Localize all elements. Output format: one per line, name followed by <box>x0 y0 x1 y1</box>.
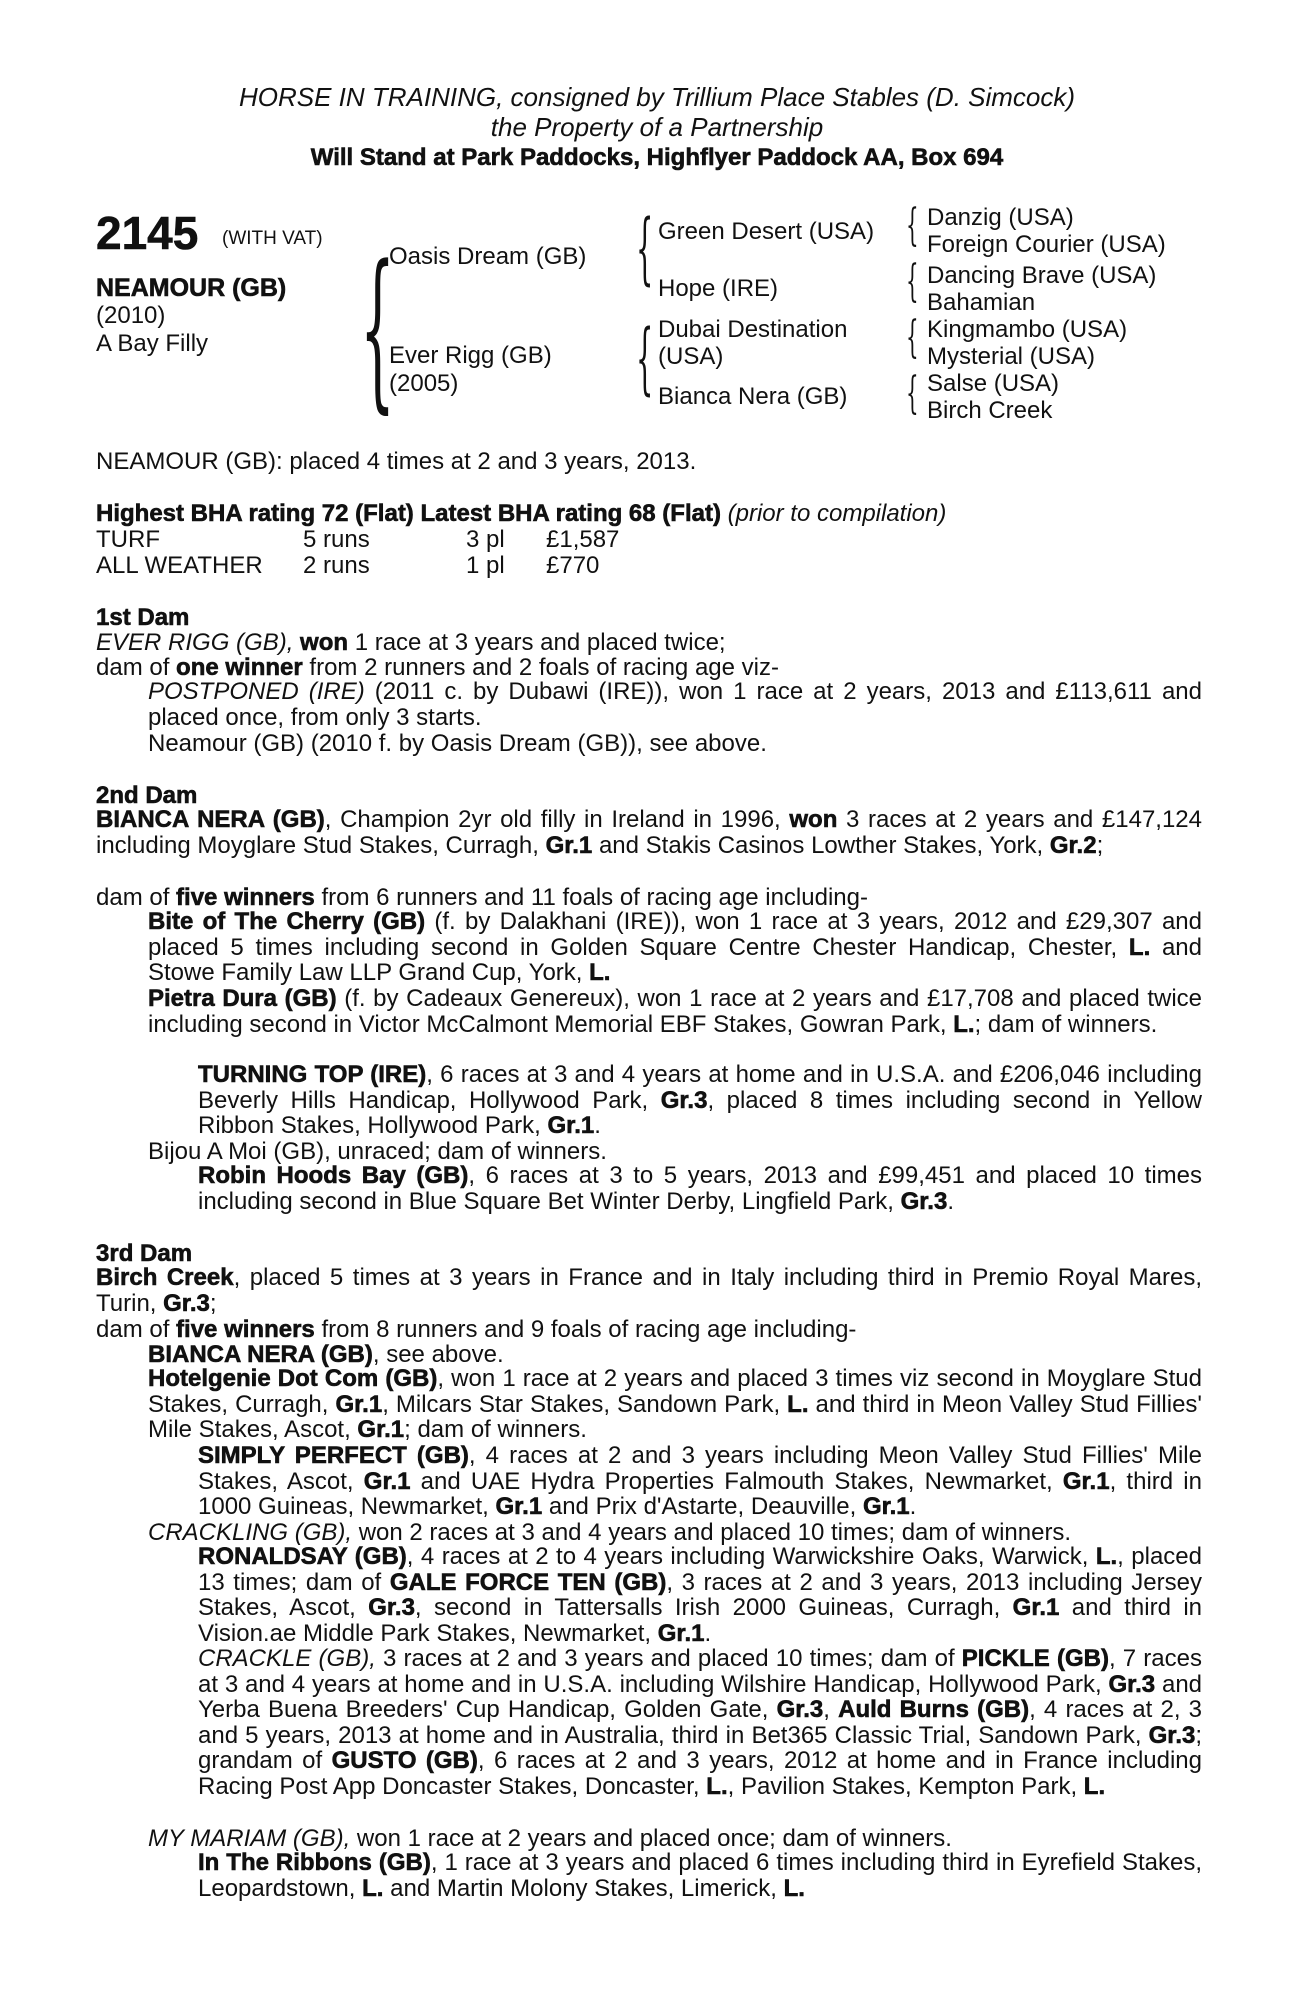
bianca-nera-won: won <box>789 806 838 833</box>
turning-gr3: Gr.3 <box>660 1086 708 1114</box>
sp-falmouth: and UAE Hydra Properties Falmouth Stakes, Newmarket, <box>420 1467 1053 1495</box>
ronaldsay-name: RONALDSAY (GB) <box>198 1543 407 1570</box>
hotelgenie-third: and third in Meon Valley Stud Fillies' Mile Stakes, Ascot, <box>148 1390 1203 1443</box>
dam-year: (2005) <box>389 370 459 397</box>
robin-gr3: Gr.3 <box>900 1187 948 1215</box>
birch-name: Birch Creek <box>96 1264 234 1291</box>
lot-vat: (WITH VAT) <box>222 228 323 249</box>
pedigree-brace-g2: { <box>906 256 919 307</box>
grand-4: Bahamian <box>927 289 1036 316</box>
sp-gr1c: Gr.1 <box>495 1493 543 1520</box>
produce-crackle <box>198 1646 1202 1799</box>
robin-record: , 6 races at 3 to 5 years, 2013 and £99,451 and placed 10 times including second in Blue Square Bet Winter Derby, Lingfield Park, <box>198 1162 1203 1215</box>
dam3-produce-line <box>96 1316 856 1344</box>
bha-rating-note: (prior to compilation) <box>727 500 947 527</box>
bianca-nera-lowther: and Stakis Casinos Lowther Stakes, York, <box>598 831 1044 859</box>
ronaldsay-l: L. <box>1095 1543 1118 1570</box>
gusto-l1: L. <box>706 1772 728 1800</box>
bite-name: Bite of The Cherry (GB) <box>148 908 426 935</box>
hotelgenie-name: Hotelgenie Dot Com (GB) <box>148 1365 438 1392</box>
my-mariam-name: MY MARIAM (GB), <box>148 1825 351 1852</box>
hotelgenie-record: , won 1 race at 2 years and placed 3 times viz second in Moyglare Stud Stakes, Curragh, <box>148 1365 1202 1418</box>
dam1-produce-postponed <box>148 679 1202 730</box>
dam1-line <box>96 629 726 657</box>
turning-placed: , placed 8 times including second in Yellow Ribbon Stakes, Hollywood Park, <box>198 1086 1202 1139</box>
section-2nd-dam: 2nd Dam <box>96 782 198 809</box>
bianca-nera-gr1: Gr.1 <box>545 831 593 859</box>
ribbons-molony: and Martin Molony Stakes, Limerick, <box>390 1874 777 1902</box>
lot-number: 2145 <box>96 207 199 259</box>
dam2-winners: five winners <box>176 884 315 911</box>
ribbons-l2: L. <box>783 1874 805 1902</box>
auld-burns-gr3: Gr.3 <box>1148 1721 1196 1749</box>
bite-l2: L. <box>589 959 611 986</box>
gusto-l2: L. <box>1083 1772 1106 1800</box>
gusto-pavilion: , Pavilion Stakes, Kempton Park, <box>727 1772 1078 1800</box>
gft-third: and third in Vision.ae Middle Park Stakes, Newmarket, <box>198 1594 1202 1647</box>
sp-record: , 4 races at 2 and 3 years including Meon Valley Stud Fillies' Mile Stakes, Ascot, <box>198 1442 1202 1495</box>
header-line-2: the Property of a Partnership <box>490 112 824 142</box>
produce-simply-perfect <box>198 1443 1202 1520</box>
dam1-dam-of: dam of <box>96 654 170 681</box>
turning-name: TURNING TOP (IRE) <box>198 1061 427 1088</box>
crackle-name: CRACKLE (GB), <box>198 1645 376 1672</box>
bn-see-above: , see above. <box>372 1341 504 1368</box>
gft-second: , second in Tattersalls Irish 2000 Guineas, Curragh, <box>414 1594 1001 1621</box>
bianca-nera-end: ; <box>1096 831 1104 859</box>
dam-sire-line-1: Dubai Destination <box>658 316 848 343</box>
postponed-record: (2011 c. by Dubawi (IRE)), won 1 race at 2 years, 2013 and £113,611 and placed once, from only 3 starts. <box>148 678 1202 731</box>
produce-in-the-ribbons <box>198 1850 1202 1901</box>
turning-record: , 6 races at 3 and 4 years at home and in U.S.A. and £206,046 including Beverly Hills Handicap, Hollywood Park, <box>198 1061 1202 1114</box>
dam2-bianca-nera <box>96 807 1202 858</box>
hotelgenie-dam: ; dam of winners. <box>404 1416 587 1443</box>
bha-rating-bold: Highest BHA rating 72 (Flat) Latest BHA rating 68 (Flat) <box>96 500 721 527</box>
sp-gr1d: Gr.1 <box>862 1493 910 1520</box>
hotelgenie-l: L. <box>787 1390 809 1418</box>
produce-bite-of-the-cherry <box>148 909 1202 986</box>
section-3rd-dam: 3rd Dam <box>96 1240 193 1267</box>
birch-record: , placed 5 times at 3 years in France and in Italy including third in Premio Royal Mares, Turin, <box>96 1264 1202 1317</box>
horse-description: A Bay Filly <box>96 330 209 357</box>
grand-3: Dancing Brave (USA) <box>927 262 1157 289</box>
gft-end: . <box>704 1619 712 1647</box>
dam1-runners: from 2 runners and 2 foals of racing age viz- <box>309 654 779 681</box>
pickle-yerba: and Yerba Buena Breeders' Cup Handicap, Golden Gate, <box>198 1670 1203 1723</box>
dam3-winners: five winners <box>176 1316 315 1343</box>
pietra-name: Pietra Dura (GB) <box>148 985 337 1012</box>
sp-gr1b: Gr.1 <box>1062 1467 1110 1495</box>
rating-row-aw-runs: 2 runs <box>303 552 370 579</box>
dam3-dam-of: dam of <box>96 1316 170 1343</box>
gft-gr1: Gr.1 <box>1012 1594 1060 1621</box>
bite-record: (f. by Dalakhani (IRE)), won 1 race at 3 years, 2012 and £29,307 and placed 5 times including second in Golden Square Centre Chester Handicap, Chester, <box>148 908 1203 961</box>
sire-dam: Hope (IRE) <box>658 275 779 302</box>
sp-name: SIMPLY PERFECT (GB) <box>198 1442 469 1469</box>
sp-gr1a: Gr.1 <box>363 1467 411 1495</box>
crackling-record: won 2 races at 3 and 4 years and placed 10 times; dam of winners. <box>358 1519 1072 1546</box>
my-mariam-record: won 1 race at 2 years and placed once; dam of winners. <box>356 1825 952 1852</box>
ronaldsay-record: , 4 races at 2 to 4 years including Warwickshire Oaks, Warwick, <box>406 1543 1089 1570</box>
rating-row-turf-amount: £1,587 <box>546 526 620 553</box>
grand-7: Salse (USA) <box>927 370 1060 397</box>
dam1-won: won <box>300 629 349 656</box>
dam2-runners: from 6 runners and 11 foals of racing age including- <box>321 884 868 911</box>
crackle-record: 3 races at 2 and 3 years and placed 10 times; dam of <box>383 1645 955 1672</box>
gft-gr1b: Gr.1 <box>657 1619 705 1647</box>
postponed-name: POSTPONED (IRE) <box>148 678 365 705</box>
rating-row-aw-surface: ALL WEATHER <box>96 552 263 579</box>
grand-1: Danzig (USA) <box>927 204 1074 231</box>
hotelgenie-milcars: , Milcars Star Stakes, Sandown Park, <box>382 1390 781 1418</box>
dam3-runners: from 8 runners and 9 foals of racing age including- <box>321 1316 857 1343</box>
bn-name: BIANCA NERA (GB) <box>148 1341 373 1368</box>
rating-row-turf-pl: 3 pl <box>466 526 505 553</box>
dam3-birch-creek <box>96 1265 1202 1316</box>
produce-turning-top <box>198 1062 1202 1139</box>
dam1-name: EVER RIGG (GB), <box>96 629 294 656</box>
produce-bijou-a-moi: Bijou A Moi (GB), unraced; dam of winners. <box>148 1138 607 1165</box>
dam-sire-line-2: (USA) <box>658 343 724 370</box>
gusto-name: GUSTO (GB) <box>331 1747 478 1774</box>
gusto-record: , 6 races at 2 and 3 years, 2012 at home and in France including Racing Post App Doncaster Stakes, Doncaster, <box>198 1747 1203 1800</box>
pietra-l: L. <box>953 1010 975 1038</box>
produce-pietra-dura <box>148 986 1202 1037</box>
pedigree-brace-main: { <box>360 228 396 429</box>
gale-force-ten-name: GALE FORCE TEN (GB) <box>389 1568 667 1596</box>
grand-2: Foreign Courier (USA) <box>927 231 1166 258</box>
pedigree-brace-g4: { <box>906 368 919 419</box>
dam1-produce-neamour: Neamour (GB) (2010 f. by Oasis Dream (GB)), see above. <box>148 730 767 757</box>
horse-year: (2010) <box>96 302 166 329</box>
bianca-nera-record: 3 races at 2 years and £147,124 including Moyglare Stud Stakes, Curragh, <box>96 806 1202 859</box>
header-line-3: Will Stand at Park Paddocks, Highflyer Paddock AA, Box 694 <box>310 144 1004 171</box>
crackling-name: CRACKLING (GB), <box>148 1519 353 1546</box>
pedigree-brace-dam: { <box>636 314 654 404</box>
horse-name: NEAMOUR (GB) <box>96 274 287 302</box>
ribbons-record: , 1 race at 3 years and placed 6 times including third in Eyrefield Stakes, Leopardstown, <box>198 1849 1202 1902</box>
bha-rating <box>96 500 946 528</box>
pedigree-brace-g3: { <box>906 312 919 363</box>
ribbons-l1: L. <box>362 1874 384 1902</box>
pickle-gr3a: Gr.3 <box>1108 1670 1156 1698</box>
gft-gr3: Gr.3 <box>368 1594 415 1621</box>
grand-6: Mysterial (USA) <box>927 343 1096 370</box>
produce-hotelgenie <box>148 1366 1202 1443</box>
section-1st-dam: 1st Dam <box>96 604 190 631</box>
crackle-grandam: ; grandam of <box>198 1721 1203 1774</box>
rating-row-turf-runs: 5 runs <box>303 526 370 553</box>
header-line-1: HORSE IN TRAINING, consigned by Trillium Place Stables (D. Simcock) <box>238 82 1076 112</box>
sire: Oasis Dream (GB) <box>389 243 587 270</box>
sire-sire: Green Desert (USA) <box>658 218 875 245</box>
bite-l1: L. <box>1128 933 1151 961</box>
hotelgenie-gr1: Gr.1 <box>335 1390 383 1418</box>
pietra-dam: ; dam of winners. <box>974 1010 1158 1038</box>
rating-row-aw-pl: 1 pl <box>466 552 505 579</box>
dam2-dam-of: dam of <box>96 884 170 911</box>
produce-ronaldsay <box>198 1544 1202 1646</box>
rating-row-turf-surface: TURF <box>96 526 160 553</box>
ronaldsay-placed: , placed 13 times; dam of <box>198 1543 1203 1596</box>
robin-end: . <box>947 1187 954 1215</box>
birch-gr3: Gr.3 <box>163 1289 210 1317</box>
auld-burns-name: Auld Burns (GB) <box>838 1696 1030 1723</box>
auld-burns-record: , 4 races at 2, 3 and 5 years, 2013 at home and in Australia, third in Bet365 Classic Trial, Sandown Park, <box>198 1696 1203 1749</box>
bianca-nera-name: BIANCA NERA (GB) <box>96 806 325 833</box>
gft-record: , 3 races at 2 and 3 years, 2013 including Jersey Stakes, Ascot, <box>198 1568 1202 1621</box>
dam1-record: 1 race at 3 years and placed twice; <box>354 629 726 656</box>
bianca-nera-gr2: Gr.2 <box>1049 831 1097 859</box>
pickle-gr3b: Gr.3 <box>776 1696 824 1723</box>
sp-end: . <box>909 1493 917 1520</box>
grand-8: Birch Creek <box>927 397 1053 424</box>
pickle-comma: , <box>823 1696 830 1723</box>
pietra-record: (f. by Cadeaux Genereux), won 1 race at 2 years and £17,708 and placed twice including second in Victor McCalmont Memorial EBF Stakes, Gowran Park, <box>148 985 1203 1038</box>
bianca-nera-champion: , Champion 2yr old filly in Ireland in 1996, <box>324 806 781 833</box>
pedigree-brace-sire: { <box>636 204 654 294</box>
hotelgenie-gr1b: Gr.1 <box>357 1416 405 1443</box>
dam-dam: Bianca Nera (GB) <box>658 383 848 410</box>
sp-guineas: , third in 1000 Guineas, Newmarket, <box>198 1467 1202 1520</box>
ribbons-name: In The Ribbons (GB) <box>198 1849 431 1876</box>
sp-astarte: and Prix d'Astarte, Deauville, <box>548 1493 857 1520</box>
robin-name: Robin Hoods Bay (GB) <box>198 1162 469 1189</box>
birch-end: ; <box>209 1289 217 1317</box>
pedigree-brace-g1: { <box>906 200 919 251</box>
pickle-name: PICKLE (GB) <box>961 1645 1109 1672</box>
race-summary: NEAMOUR (GB): placed 4 times at 2 and 3 years, 2013. <box>96 448 697 475</box>
dam: Ever Rigg (GB) <box>389 342 552 369</box>
turning-end: . <box>594 1112 601 1139</box>
dam1-winners: one winner <box>176 654 303 681</box>
grand-5: Kingmambo (USA) <box>927 316 1128 343</box>
rating-row-aw-amount: £770 <box>546 552 600 579</box>
bite-york: and Stowe Family Law LLP Grand Cup, York, <box>148 933 1202 986</box>
pickle-record: , 7 races at 3 and 4 years at home and in U.S.A. including Wilshire Handicap, Hollywood Park, <box>198 1645 1202 1698</box>
produce-robin-hoods-bay <box>198 1163 1202 1214</box>
turning-gr1: Gr.1 <box>547 1112 595 1139</box>
